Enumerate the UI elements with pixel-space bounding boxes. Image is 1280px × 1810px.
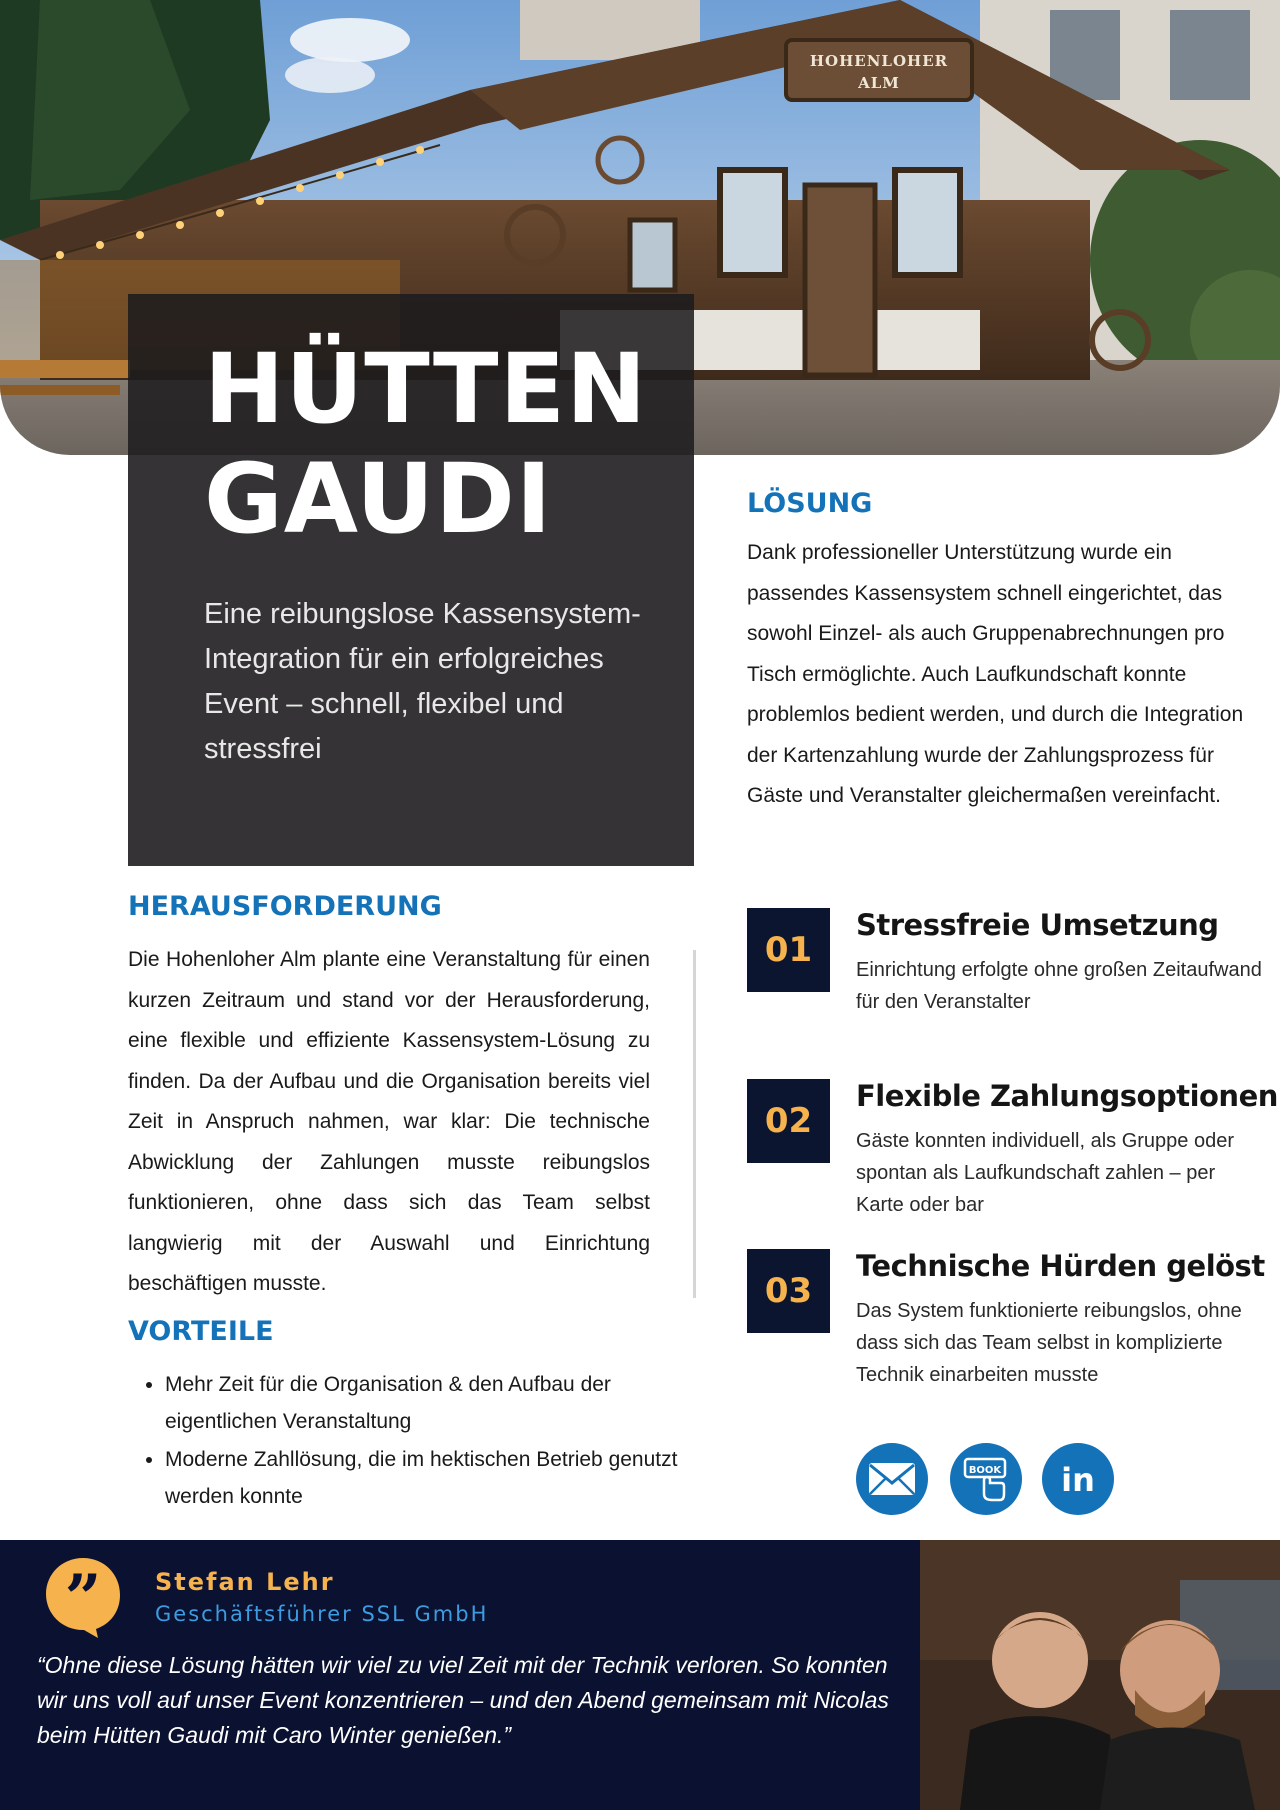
- title-line-2: GAUDI: [204, 443, 553, 555]
- feature-description: Das System funktionierte reibungslos, ohne dass sich das Team selbst in komplizierte Technik einarbeiten musste: [856, 1300, 1242, 1386]
- feature-1: [747, 908, 1262, 1058]
- benefits-list: [128, 1366, 705, 1515]
- linkedin-icon: [1058, 1459, 1098, 1499]
- svg-text:”: ”: [64, 1561, 102, 1636]
- mail-icon: [867, 1461, 917, 1497]
- list-item: • Mehr Zeit für die Organisation & den Aufbau der eigentlichen Veranstaltung: [165, 1366, 705, 1440]
- svg-text:ALM: ALM: [858, 74, 900, 92]
- feature-description: Gäste konnten individuell, als Gruppe oder spontan als Laufkundschaft zahlen – per Karte oder bar: [856, 1130, 1235, 1216]
- testimonial-quote: “Ohne diese Lösung hätten wir viel zu viel Zeit mit der Technik verloren. So konnten wir uns voll auf unser Event konzentrieren – und den Abend gemeinsam mit Nicolas beim Hütten Gaudi mit Caro Winter genießen.”: [37, 1652, 889, 1748]
- solution-heading: LÖSUNG: [747, 488, 873, 519]
- column-divider: [693, 950, 696, 1298]
- testimonial-name: Stefan Lehr: [155, 1568, 335, 1596]
- page-title: [204, 334, 647, 554]
- challenge-text: Die Hohenloher Alm plante eine Veranstaltung für einen kurzen Zeitraum und stand vor der Herausforderung, eine flexible und effiziente Kassensystem-Lösung zu finden. Da der Aufbau und die Organisation bereits viel Zeit in Anspruch nahmen, war klar: Die technische Abwicklung der Zahlungen musste reibungslos funktionieren, ohne dass sich das Team selbst langwierig mit der Auswahl und Einrichtung beschäftigen musste.: [128, 948, 650, 1295]
- feature-title: Technische Hürden gelöst: [856, 1249, 1265, 1283]
- svg-text:HOHENLOHER: HOHENLOHER: [809, 52, 949, 70]
- title-panel: [128, 294, 694, 866]
- page-subtitle: Eine reibungslose Kassensystem-Integration für ein erfolgreiches Event – schnell, flexibel und stressfrei: [204, 598, 641, 765]
- mail-button[interactable]: [856, 1443, 928, 1515]
- list-item: • Moderne Zahllösung, die im hektischen Betrieb genutzt werden konnte: [165, 1441, 705, 1515]
- solution-text: Dank professioneller Unterstützung wurde ein passendes Kassensystem schnell eingerichtet, das sowohl Einzel- als auch Gruppenabrechnungen pro Tisch ermöglichte. Auch Laufkundschaft konnte problemlos bedient werden, und durch die Integration der Kartenzahlung wurde der Zahlungsprozess für Gäste und Veranstalter gleichermaßen vereinfacht.: [747, 541, 1244, 807]
- linkedin-button[interactable]: [1042, 1443, 1114, 1515]
- feature-number: 01: [747, 908, 830, 992]
- benefits-heading: VORTEILE: [128, 1316, 274, 1347]
- feature-title: Stressfreie Umsetzung: [856, 908, 1219, 942]
- testimonial-role: Geschäftsführer SSL GmbH: [155, 1602, 489, 1626]
- testimonial-photo: [920, 1540, 1280, 1810]
- feature-description: Einrichtung erfolgte ohne großen Zeitaufwand für den Veranstalter: [856, 959, 1262, 1013]
- feature-number: 03: [747, 1249, 830, 1333]
- feature-title: Flexible Zahlungsoptionen: [856, 1079, 1278, 1113]
- testimonial-band: [0, 1540, 1280, 1810]
- booking-icon: [962, 1456, 1010, 1502]
- feature-2: [747, 1079, 1278, 1229]
- booking-button[interactable]: [950, 1443, 1022, 1515]
- linkedin-icon-label: in: [1061, 1461, 1095, 1499]
- challenge-heading: HERAUSFORDERUNG: [128, 891, 442, 922]
- booking-icon-label: BOOK: [968, 1465, 1002, 1476]
- title-line-1: HÜTTEN: [204, 333, 648, 445]
- feature-3: [747, 1249, 1265, 1399]
- feature-number: 02: [747, 1079, 830, 1163]
- quote-icon: [44, 1556, 122, 1640]
